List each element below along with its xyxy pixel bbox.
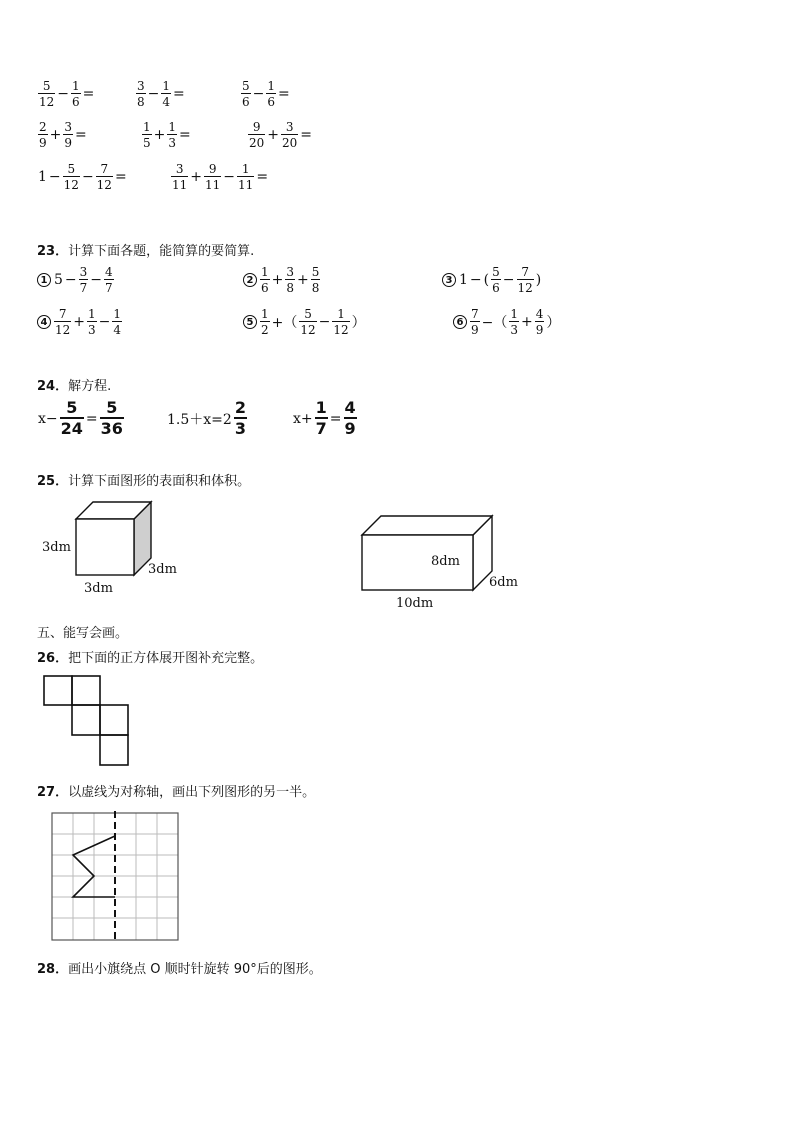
circled-number: 5 (243, 315, 257, 329)
denominator: 9 (471, 323, 479, 337)
operator: − (64, 272, 77, 288)
numerator: 5 (66, 398, 78, 417)
operator: −（ (481, 315, 508, 331)
denominator: 6 (242, 95, 250, 109)
numerator: 3 (285, 120, 294, 134)
equals-sign: = (173, 86, 185, 102)
question-text: 把下面的正方体展开图补充完整。 (68, 651, 264, 666)
operator: − (81, 169, 94, 185)
numerator: 4 (105, 265, 113, 279)
operator: − (252, 86, 265, 102)
whole-number: 1 (38, 169, 47, 185)
denominator: 20 (282, 136, 298, 150)
cube-net-figure (44, 676, 128, 765)
cuboid-top-face (362, 516, 492, 535)
denominator: 3 (88, 323, 96, 337)
equals-sign: = (256, 169, 269, 185)
net-square (72, 705, 100, 735)
cube-bottom-label: 3dm (84, 581, 113, 596)
cube-figure (76, 502, 151, 575)
denominator: 9 (39, 136, 47, 150)
question-number: 23． (37, 244, 69, 259)
denominator: 11 (172, 178, 188, 192)
question-text: 画出小旗绕点 O 顺时针旋转 90°后的图形。 (68, 962, 322, 977)
operator: − (223, 169, 236, 185)
denominator: 2 (261, 323, 269, 337)
right-paren: ) (535, 272, 542, 288)
denominator: 12 (517, 281, 533, 295)
numerator: 5 (106, 398, 118, 417)
net-square (72, 676, 100, 705)
question-number: 27． (37, 785, 69, 800)
question-text: 计算下面各题，能简算的要简算. (68, 244, 255, 259)
numerator: 1 (88, 307, 96, 321)
operator: + (521, 314, 533, 330)
equals-sign: = (82, 86, 95, 102)
operator: − (469, 272, 482, 288)
equals-sign: = (329, 410, 342, 427)
operator: + (49, 127, 62, 143)
operator: + (271, 272, 284, 288)
numerator: 7 (471, 307, 479, 321)
cuboid-figure (362, 516, 492, 590)
numerator: 1 (162, 79, 171, 93)
net-square (44, 676, 72, 705)
section-5-title: 五、能写会画。 (37, 626, 129, 641)
numerator: 4 (535, 307, 544, 321)
denominator: 3 (510, 323, 519, 337)
whole-number: 1 (459, 272, 468, 288)
numerator: 3 (79, 265, 88, 279)
denominator: 4 (113, 323, 122, 337)
question-text: 以虚线为对称轴，画出下列图形的另一半。 (68, 785, 316, 800)
numerator: 7 (100, 162, 109, 176)
equals-sign: = (300, 127, 313, 143)
operator: + (267, 127, 280, 143)
denominator: 9 (344, 419, 356, 438)
denominator: 12 (333, 323, 349, 337)
equals-sign: = (278, 86, 290, 102)
denominator: 8 (311, 281, 320, 295)
numerator: 1 (337, 307, 345, 321)
net-square (100, 735, 128, 765)
numerator: 7 (521, 265, 529, 279)
numerator: 5 (42, 79, 51, 93)
numerator: 1 (113, 307, 122, 321)
denominator: 12 (300, 323, 316, 337)
numerator: 9 (208, 162, 217, 176)
numerator: 2 (39, 120, 47, 134)
numerator: 1 (241, 162, 250, 176)
equals-sign: = (179, 127, 191, 143)
numerator: 3 (137, 79, 145, 93)
numerator: 2 (234, 398, 246, 417)
circled-number: 3 (442, 273, 456, 287)
operator: − (318, 314, 331, 330)
numerator: 1 (267, 79, 276, 93)
numerator: 3 (64, 120, 73, 134)
question-26-heading (37, 647, 263, 666)
denominator: 6 (72, 95, 80, 109)
left-paren: ( (483, 272, 490, 288)
denominator: 6 (492, 281, 500, 295)
denominator: 24 (60, 419, 83, 438)
numerator: 5 (242, 79, 250, 93)
denominator: 7 (79, 281, 88, 295)
operator: − (147, 86, 160, 102)
operator: − (502, 272, 515, 288)
question-number: 28． (37, 962, 69, 977)
denominator: 7 (105, 281, 113, 295)
circled-number: 4 (37, 315, 51, 329)
numerator: 1 (261, 265, 269, 279)
operator: + (190, 169, 203, 185)
operator: − (48, 169, 61, 185)
numerator: 5 (304, 307, 312, 321)
operator: + (73, 314, 86, 330)
denominator: 11 (205, 178, 221, 192)
question-28-heading (37, 958, 322, 977)
numerator: 1 (143, 120, 151, 134)
denominator: 12 (96, 178, 112, 192)
whole-number: 5 (54, 272, 63, 288)
denominator: 11 (238, 178, 254, 192)
numerator: 1 (72, 79, 80, 93)
operator: + (297, 272, 309, 288)
question-number: 26． (37, 651, 69, 666)
symmetry-grid (52, 813, 178, 940)
denominator: 3 (234, 419, 246, 438)
denominator: 3 (168, 136, 177, 150)
numerator: 5 (311, 265, 320, 279)
numerator: 5 (67, 162, 76, 176)
cuboid-front-label: 8dm (431, 554, 460, 569)
equation-lead: 1.5＋x=2 (167, 411, 232, 428)
cube-right-label: 3dm (148, 562, 177, 577)
right-paren: ） (351, 315, 366, 331)
net-square (100, 705, 128, 735)
denominator: 6 (261, 281, 269, 295)
denominator: 12 (55, 323, 71, 337)
operator: − (90, 272, 103, 288)
numerator: 9 (252, 120, 261, 134)
denominator: 36 (100, 419, 123, 438)
operator: − (57, 86, 70, 102)
numerator: 3 (175, 162, 184, 176)
numerator: 3 (286, 265, 295, 279)
denominator: 12 (63, 178, 79, 192)
denominator: 9 (535, 323, 544, 337)
question-text: 计算下面图形的表面积和体积。 (68, 474, 251, 489)
right-paren: ） (546, 315, 561, 331)
denominator: 12 (39, 95, 55, 109)
circled-number: 6 (453, 315, 467, 329)
operator: +（ (271, 315, 298, 331)
denominator: 20 (249, 136, 265, 150)
question-text: 解方程. (68, 379, 112, 394)
circled-number: 1 (37, 273, 51, 287)
question-27-heading (37, 781, 315, 800)
denominator: 8 (286, 281, 295, 295)
numerator: 1 (261, 307, 269, 321)
equation-lead: x− (38, 410, 58, 427)
denominator: 8 (137, 95, 145, 109)
cuboid-bottom-label: 10dm (396, 596, 434, 611)
numerator: 1 (315, 398, 327, 417)
cube-left-label: 3dm (42, 540, 71, 555)
numerator: 7 (58, 307, 67, 321)
equals-sign: = (75, 127, 87, 143)
denominator: 6 (267, 95, 276, 109)
numerator: 1 (168, 120, 177, 134)
equals-sign: = (85, 410, 98, 427)
cube-front-face (76, 519, 134, 575)
numerator: 4 (344, 398, 356, 417)
numerator: 5 (492, 265, 500, 279)
denominator: 4 (162, 95, 171, 109)
circled-number: 2 (243, 273, 257, 287)
operator: + (153, 127, 166, 143)
question-number: 24． (37, 379, 69, 394)
equation-lead: x+ (293, 410, 313, 427)
denominator: 9 (64, 136, 73, 150)
equals-sign: = (114, 169, 127, 185)
denominator: 5 (143, 136, 151, 150)
operator: − (98, 314, 111, 330)
cuboid-right-label: 6dm (489, 575, 518, 590)
numerator: 1 (510, 307, 519, 321)
question-number: 25． (37, 474, 69, 489)
denominator: 7 (315, 419, 327, 438)
